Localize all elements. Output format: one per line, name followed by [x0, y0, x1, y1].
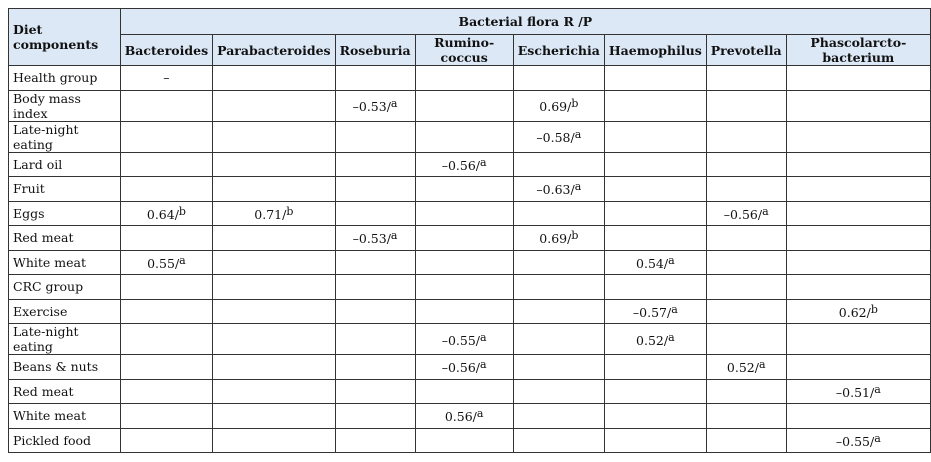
table-cell: [706, 177, 786, 202]
table-cell: [120, 299, 212, 324]
row-label: Body mass index: [9, 90, 121, 121]
table-cell: [706, 66, 786, 91]
table-cell: [786, 275, 930, 300]
table-cell: [513, 152, 604, 177]
table-cell: [513, 90, 604, 121]
table-row: [9, 275, 931, 300]
table-row: [9, 121, 931, 152]
correlation-value: –0.63/: [536, 182, 575, 198]
table-cell: [786, 226, 930, 251]
table-cell: [415, 152, 513, 177]
correlation-table-container: [8, 8, 931, 453]
table-cell: [604, 428, 706, 453]
table-cell: [604, 275, 706, 300]
table-cell: [786, 379, 930, 404]
table-row: [9, 201, 931, 226]
correlation-value: 0.62/: [838, 304, 871, 320]
table-header: [9, 9, 931, 66]
table-cell: [786, 66, 930, 91]
table-cell: [786, 404, 930, 429]
table-row: [9, 324, 931, 355]
table-row: [9, 90, 931, 121]
table-cell: [706, 201, 786, 226]
table-cell: [213, 121, 335, 152]
table-cell: [513, 275, 604, 300]
table-cell: [415, 404, 513, 429]
table-cell: [120, 324, 212, 355]
table-cell: [120, 379, 212, 404]
correlation-value: –0.58/: [536, 130, 575, 145]
table-cell: [415, 226, 513, 251]
table-cell: [513, 226, 604, 251]
table-cell: [786, 324, 930, 355]
table-cell: [213, 250, 335, 275]
table-row: [9, 379, 931, 404]
table-cell: [120, 226, 212, 251]
table-cell: [415, 66, 513, 91]
table-cell: [415, 201, 513, 226]
table-cell: [786, 90, 930, 121]
table-cell: [120, 201, 212, 226]
column-header: Haemophilus: [604, 35, 706, 66]
correlation-value: 0.69/: [539, 99, 572, 114]
table-cell: [120, 404, 212, 429]
significance-marker: b: [870, 302, 878, 316]
table-cell: [335, 121, 415, 152]
table-cell: [513, 355, 604, 380]
correlation-value: 0.52/: [636, 332, 669, 348]
significance-marker: a: [480, 330, 487, 344]
table-cell: [415, 121, 513, 152]
table-cell: [335, 177, 415, 202]
table-row: [9, 250, 931, 275]
table-row: [9, 226, 931, 251]
table-cell: [513, 379, 604, 404]
table-cell: –: [120, 66, 212, 91]
table-cell: [786, 299, 930, 324]
table-cell: [604, 250, 706, 275]
row-label: Red meat: [9, 226, 121, 251]
significance-marker: a: [668, 253, 675, 267]
significance-marker: a: [476, 407, 484, 421]
table-cell: [706, 226, 786, 251]
correlation-value: 0.56/: [444, 409, 477, 425]
table-cell: [213, 201, 335, 226]
table-cell: [415, 299, 513, 324]
table-cell: [120, 250, 212, 275]
table-cell: [335, 299, 415, 324]
table-cell: [415, 379, 513, 404]
row-label: White meat: [9, 250, 121, 275]
table-cell: [335, 428, 415, 453]
table-cell: [335, 404, 415, 429]
column-header: Rumino-coccus: [415, 35, 513, 66]
table-cell: [415, 177, 513, 202]
table-row: [9, 152, 931, 177]
table-cell: [335, 66, 415, 91]
table-cell: [213, 379, 335, 404]
table-cell: [213, 66, 335, 91]
table-cell: [706, 324, 786, 355]
table-cell: [335, 275, 415, 300]
row-label: CRC group: [9, 275, 121, 300]
column-header: Escherichia: [513, 35, 604, 66]
table-cell: [513, 66, 604, 91]
table-cell: [513, 324, 604, 355]
significance-marker: b: [571, 97, 579, 110]
table-cell: [604, 324, 706, 355]
row-label: Lard oil: [9, 152, 121, 177]
significance-marker: b: [286, 204, 294, 218]
row-label: Red meat: [9, 379, 121, 404]
table-cell: [513, 121, 604, 152]
table-cell: [786, 177, 930, 202]
significance-marker: a: [671, 302, 678, 316]
table-cell: [786, 152, 930, 177]
group-header-bacterial-flora: Bacterial flora R /P: [120, 9, 930, 35]
table-cell: [120, 177, 212, 202]
table-cell: [120, 275, 212, 300]
table-cell: [786, 121, 930, 152]
table-cell: [513, 404, 604, 429]
row-label: Exercise: [9, 299, 121, 324]
table-cell: [604, 379, 706, 404]
correlation-value: 0.71/: [254, 206, 287, 222]
table-cell: [786, 201, 930, 226]
table-cell: [415, 250, 513, 275]
table-cell: [604, 177, 706, 202]
column-header: Parabacteroides: [213, 35, 335, 66]
row-label: Late-night eating: [9, 121, 121, 152]
column-header: Bacteroides: [120, 35, 212, 66]
significance-marker: a: [758, 358, 766, 372]
row-label: Eggs: [9, 201, 121, 226]
table-cell: [513, 428, 604, 453]
column-header: Phascolarcto-bacterium: [786, 35, 930, 66]
table-row: [9, 404, 931, 429]
table-cell: [335, 201, 415, 226]
table-cell: [706, 428, 786, 453]
row-label: Fruit: [9, 177, 121, 202]
table-cell: [335, 90, 415, 121]
correlation-value: –0.56/: [441, 157, 481, 173]
correlation-value: –0.53/: [352, 99, 391, 114]
column-headers-row: [9, 35, 931, 66]
table-cell: [604, 226, 706, 251]
table-row: [9, 299, 931, 324]
correlation-value: –0.56/: [723, 206, 763, 222]
table-cell: [604, 299, 706, 324]
table-cell: [786, 355, 930, 380]
correlation-value: –0.56/: [441, 360, 481, 376]
table-cell: [415, 355, 513, 380]
table-cell: [786, 428, 930, 453]
significance-marker: a: [179, 253, 186, 267]
significance-marker: a: [390, 97, 398, 110]
correlation-value: 0.54/: [636, 255, 669, 271]
table-cell: [120, 428, 212, 453]
significance-marker: a: [574, 128, 582, 141]
table-row: [9, 355, 931, 380]
significance-marker: a: [874, 431, 881, 445]
table-cell: [513, 177, 604, 202]
correlation-value: 0.64/: [146, 206, 179, 222]
significance-marker: b: [178, 204, 186, 218]
table-cell: [706, 379, 786, 404]
correlation-table: [8, 8, 931, 453]
row-label: Health group: [9, 66, 121, 91]
table-row: [9, 66, 931, 91]
table-cell: [415, 428, 513, 453]
table-cell: [335, 250, 415, 275]
table-cell: [213, 355, 335, 380]
table-cell: [513, 201, 604, 226]
column-header: Roseburia: [335, 35, 415, 66]
table-cell: [415, 275, 513, 300]
significance-marker: a: [480, 358, 487, 372]
table-cell: [213, 177, 335, 202]
table-cell: [415, 90, 513, 121]
correlation-value: –0.53/: [352, 231, 391, 247]
significance-marker: a: [390, 229, 398, 243]
significance-marker: b: [571, 229, 579, 243]
significance-marker: a: [574, 180, 582, 194]
table-cell: [415, 324, 513, 355]
significance-marker: a: [668, 330, 675, 344]
table-cell: [335, 379, 415, 404]
table-cell: [120, 355, 212, 380]
correlation-value: –0.55/: [441, 332, 481, 348]
table-cell: [213, 275, 335, 300]
table-cell: [706, 250, 786, 275]
table-cell: [213, 428, 335, 453]
row-label: Late-night eating: [9, 324, 121, 355]
table-cell: [604, 66, 706, 91]
correlation-value: –0.57/: [632, 304, 672, 320]
table-cell: [604, 201, 706, 226]
row-label: Pickled food: [9, 428, 121, 453]
table-cell: [706, 121, 786, 152]
table-cell: [213, 299, 335, 324]
table-cell: [604, 90, 706, 121]
row-label: White meat: [9, 404, 121, 429]
column-header: Prevotella: [706, 35, 786, 66]
table-cell: [604, 355, 706, 380]
table-cell: [120, 121, 212, 152]
table-cell: [213, 404, 335, 429]
table-cell: [335, 324, 415, 355]
table-row: [9, 177, 931, 202]
correlation-value: 0.55/: [147, 255, 180, 271]
table-cell: [706, 299, 786, 324]
table-cell: [213, 226, 335, 251]
row-label: Beans & nuts: [9, 355, 121, 380]
table-cell: [706, 90, 786, 121]
table-cell: [213, 152, 335, 177]
table-cell: [513, 299, 604, 324]
correlation-value: –0.51/: [835, 384, 875, 400]
table-cell: [706, 275, 786, 300]
row-header-diet-components: Diet components: [9, 9, 121, 66]
correlation-value: 0.69/: [539, 231, 572, 247]
table-cell: [213, 324, 335, 355]
table-cell: [604, 404, 706, 429]
significance-marker: a: [762, 204, 769, 218]
table-cell: [786, 250, 930, 275]
significance-marker: a: [874, 382, 881, 396]
table-cell: [706, 355, 786, 380]
table-cell: [706, 404, 786, 429]
table-cell: [213, 90, 335, 121]
table-cell: [335, 355, 415, 380]
correlation-value: 0.52/: [726, 360, 759, 376]
table-cell: [513, 250, 604, 275]
correlation-value: –0.55/: [835, 433, 875, 449]
table-row: [9, 428, 931, 453]
table-cell: [604, 121, 706, 152]
table-cell: [604, 152, 706, 177]
table-cell: [120, 90, 212, 121]
table-cell: [335, 152, 415, 177]
table-body: [9, 66, 931, 453]
significance-marker: a: [480, 155, 487, 169]
table-cell: [706, 152, 786, 177]
table-cell: [335, 226, 415, 251]
table-cell: [120, 152, 212, 177]
